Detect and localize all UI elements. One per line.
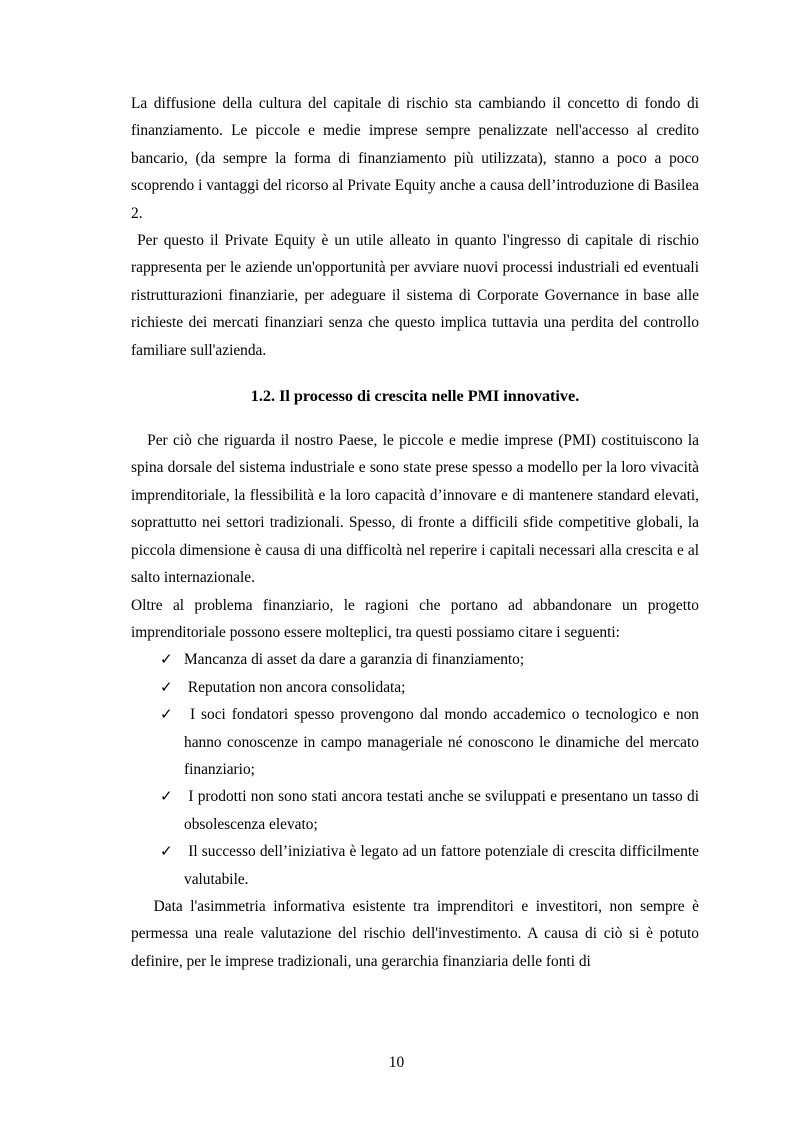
checkmark-icon: ✓ bbox=[160, 705, 173, 724]
list-item bbox=[131, 838, 703, 893]
list-item bbox=[131, 646, 699, 673]
reasons-list bbox=[131, 646, 703, 893]
list-item-text: I soci fondatori spesso provengono dal mondo accademico o tecnologico e non hanno conoscenze in campo manageriale né conoscono le dinamiche del mercato finanziario; bbox=[184, 706, 703, 778]
checkmark-icon: ✓ bbox=[160, 677, 173, 696]
intro-paragraph-1: La diffusione della cultura del capitale di rischio sta cambiando il concetto di fondo di finanziamento. Le piccole e medie imprese sempre penalizzate nell'accesso al credito bancario, (da sempre la forma di finanziamento più utilizzata), stanno a poco a poco scoprendo i vantaggi del ricorso al Private Equity anche a causa dell’introduzione di Basilea 2. bbox=[131, 95, 703, 222]
page-number: 10 bbox=[388, 1054, 405, 1071]
list-item-text: Reputation non ancora consolidata; bbox=[184, 678, 406, 696]
closing-paragraph: Data l'asimmetria informativa esistente tra imprenditori e investitori, non sempre è permessa una reale valutazione del rischio dell'investimento. A causa di ciò si è potuto definire, per le imprese tradizionali, una gerarchia finanziaria delle fonti di bbox=[131, 897, 703, 970]
section-paragraph-2: Oltre al problema finanziario, le ragioni che portano ad abbandonare un progetto imprenditoriale possono essere molteplici, tra questi possiamo citare i seguenti: bbox=[131, 596, 699, 641]
checkmark-icon: ✓ bbox=[160, 842, 173, 861]
checkmark-icon: ✓ bbox=[160, 787, 173, 806]
list-item bbox=[131, 701, 703, 783]
list-item-text: Mancanza di asset da dare a garanzia di finanziamento; bbox=[184, 651, 525, 669]
intro-paragraph-2: Per questo il Private Equity è un utile alleato in quanto l'ingresso di capitale di rischio rappresenta per le aziende un'opportunità per avviare nuovi processi industriali ed eventuali ristrutturazioni finanziarie, per adeguare il sistema di Corporate Governance in base alle richieste dei mercati finanziari senza che questo implica tuttavia una perdita del controllo familiare sull'azienda. bbox=[131, 232, 703, 359]
list-item-text: I prodotti non sono stati ancora testati anche se sviluppati e presentano un tasso di obsolescenza elevato; bbox=[184, 788, 703, 833]
list-item bbox=[131, 674, 699, 701]
section-paragraph-1: Per ciò che riguarda il nostro Paese, le piccole e medie imprese (PMI) costituiscono la spina dorsale del sistema industriale e sono state prese spesso a modello per la loro vivacità imprenditoriale, la flessibilità e la loro capacità d’innovare e di mantenere standard elevati, soprattutto nei settori tradizionali. Spesso, di fronte a difficili sfide competitive globali, la piccola dimensione è causa di una difficoltà nel reperire i capitali necessari alla crescita e al salto internazionale. bbox=[131, 432, 703, 587]
section-heading: 1.2. Il processo di crescita nelle PMI innovative. bbox=[250, 387, 580, 406]
list-item bbox=[131, 783, 703, 838]
list-item-text: Il successo dell’iniziativa è legato ad un fattore potenziale di crescita difficilmente valutabile. bbox=[184, 843, 703, 888]
checkmark-icon: ✓ bbox=[160, 650, 173, 669]
page-body bbox=[131, 90, 703, 975]
